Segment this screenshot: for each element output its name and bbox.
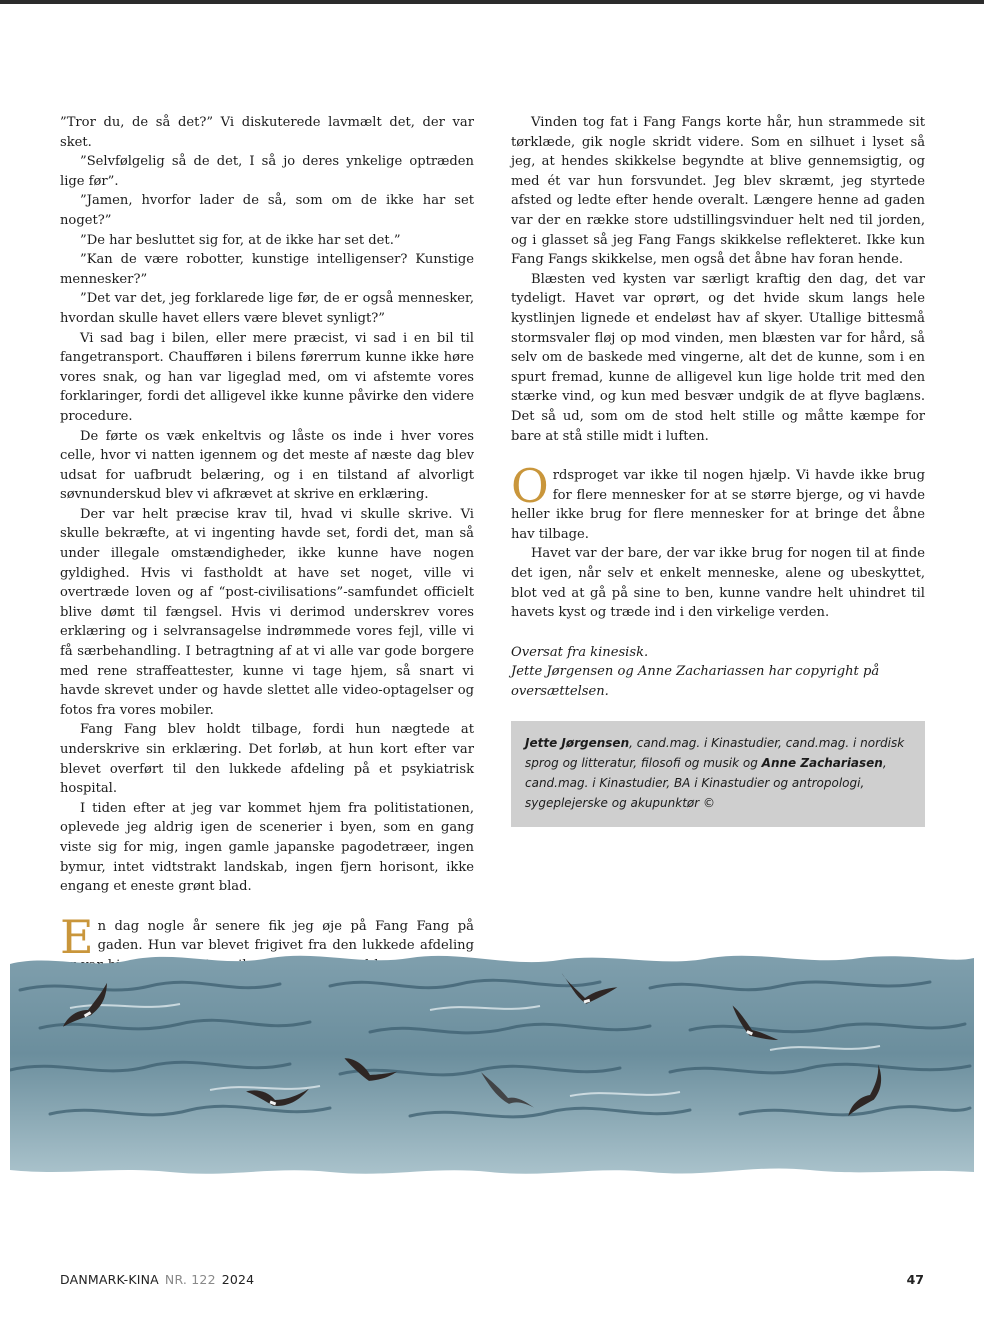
page-footer xyxy=(60,1272,924,1290)
section-opening-paragraph xyxy=(511,459,925,544)
paragraph: I tiden efter at jeg var kommet hjem fra politistationen, oplevede jeg aldrig igen de scenerier i byen, som en gang viste sig for mig, ingen gamle japanske pagodetræer, ingen bymur, intet vidtstrakt landskab, ingen fjern horisont, ikke engang et eneste grønt blad. xyxy=(60,800,474,895)
right-column xyxy=(511,113,925,827)
drop-cap-text: n dag nogle år senere fik jeg øje på Fang Fang på gaden. Hun var blevet frigivet fra den lukkede afdeling xyxy=(97,918,474,954)
issue-number: NR. 122 xyxy=(164,1272,216,1287)
paragraph: ”Tror du, de så det?” Vi diskuterede lavmælt det, der var sket. xyxy=(60,115,474,150)
paragraph: ”Kan de være robotter, kunstige intelligenser? Kunstige mennesker?” xyxy=(60,252,474,287)
sea-with-storm-petrels-illustration xyxy=(10,950,974,1182)
paragraph: Blæsten ved kysten var særligt kraftig den dag, det var tydeligt. Havet var oprørt, og det hvide skum langs hele kystlinjen lignede et endeløst hav af skyer. Utallige bittesmå stormsvaler fløj op mod vinden, men blæsten var for hård, så selv om de baskede med vingerne, alt det de kunne, som i en spurt fremad, kunne de alligevel kun lige holde trit med den stærke vind, og kun med besvær undgik de at flyve baglæns. Det så ud, som om de stod helt stille og måtte kæmpe for bare at stå stille midt i luften. xyxy=(511,271,925,444)
translator-bio-box xyxy=(511,721,925,827)
top-border xyxy=(0,0,984,4)
translator-name: Jette Jørgensen xyxy=(525,735,630,750)
paragraph: ”Selvfølgelig så de det, I så jo deres ynkelige optræden lige før”. xyxy=(60,154,474,189)
magazine-info xyxy=(60,1272,254,1287)
copyright-note: Jette Jørgensen og Anne Zachariassen har copyright på oversættelsen. xyxy=(511,664,880,700)
paragraph: Der var helt præcise krav til, hvad vi skulle skrive. Vi skulle bekræfte, at vi ingenting havde set, fordi det, man så under illegale omstændigheder, ikke kunne have nogen gyldighed. Hvis vi fastholdt at have set noget, ville vi overtræde loven og af “post-civilisations”-samfundet officielt blive dømt til fængsel. Hvis vi derimod underskrev vores erklæring og i selvransagelse indrømmede vores fejl, ville vi få særbehandling. I betragtning af at vi alle var gode borgere med rene straffeattester, kunne vi tage hjem, så snart vi havde skrevet under og havde slettet alle video-optagelser og fotos fra vores mobiler. xyxy=(60,506,474,718)
left-column xyxy=(60,113,474,1074)
magazine-name: DANMARK-KINA xyxy=(60,1272,159,1287)
page-number: 47 xyxy=(906,1272,924,1287)
paragraph: Vi sad bag i bilen, eller mere præcist, vi sad i en bil til fangetransport. Chaufføren i bilens førerrum kunne ikke høre vores snak, og han var ligeglad med, om vi afstemte vores forklaringer, fordi det alligevel ikke kunne påvirke den videre procedure. xyxy=(60,330,474,424)
paragraph: Havet var der bare, der var ikke brug for nogen til at finde det igen, når selv et enkelt menneske, alene og ubeskyttet, blot ved at gå på sine to ben, kunne vandre helt uhindret til havets kyst og træde ind i den virkelige verden. xyxy=(511,546,925,621)
drop-cap: E xyxy=(60,909,94,964)
paragraph: ”Jamen, hvorfor lader de så, som om de ikke har set noget?” xyxy=(60,193,474,228)
translation-note: Oversat fra kinesisk. xyxy=(511,644,649,660)
translator-credentials: , cand.mag. i Kinastudier, BA i Kinastudier og antropologi, sygeplejerske og akupunktør © xyxy=(525,755,887,810)
paragraph: Fang Fang blev holdt tilbage, fordi hun nægtede at underskrive sin erklæring. Det forløb, at hun kort efter var blevet overført til den lukkede afdeling på et psykiatrisk hospital. xyxy=(60,722,474,797)
translator-credentials: , cand.mag. i Kinastudier, cand.mag. i nordisk sprog og litteratur, filosofi og musik og xyxy=(525,735,905,770)
paragraph: De førte os væk enkeltvis og låste os inde i hver vores celle, hvor vi natten igennem og det meste af næste dag blev udsat for uafbrudt belæring, og i en tilstand af alvorligt søvnunderskud blev vi afkrævet at skrive en erklæring. xyxy=(60,428,474,503)
paragraph: ”Det var det, jeg forklarede lige før, de er også mennesker, hvordan skulle havet ellers være blevet synligt?” xyxy=(60,291,474,326)
translator-name: Anne Zachariasen xyxy=(761,755,883,770)
drop-cap-text: rdsproget var ikke til nogen hjælp. Vi havde ikke brug for flere mennesker for at se større bjerge, og vi havde heller ikke brug for flere mennesker for at bringe det åbne hav tilbage. xyxy=(511,468,925,542)
paragraph: ”De har besluttet sig for, at de ikke har set det.” xyxy=(80,232,401,248)
paragraph: Vinden tog fat i Fang Fangs korte hår, hun strammede sit tørklæde, gik nogle skridt videre. Som en silhuet i lyset så jeg, at hendes skikkelse begyndte at blive gennemsigtig, og med ét var hun forsvundet. Jeg blev skræmt, jeg styrtede afsted og ledte efter hende overalt. Længere henne ad gaden var der en række store udstillingsvinduer helt ned til jorden, og i glasset så jeg Fang Fangs skikkelse reflekteret. Ikke kun Fang Fangs skikkelse, men også det åbne hav foran hende. xyxy=(511,115,925,268)
drop-cap: O xyxy=(511,459,549,514)
issue-year: 2024 xyxy=(221,1272,255,1287)
